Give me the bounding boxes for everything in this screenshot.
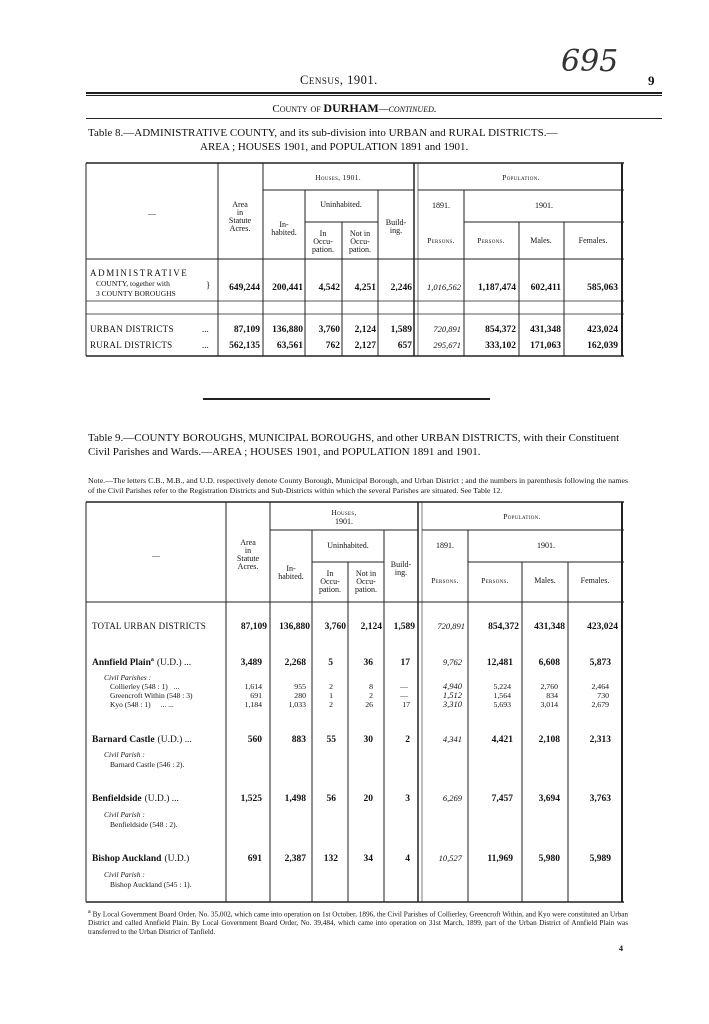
t8-urban-dots: ... [202,324,209,334]
t9-notocc-header-1: Not in [355,569,377,578]
t9-benfieldside-building: 3 [405,794,410,804]
t9-total-inhabited: 136,880 [279,622,310,632]
t9-area-header-4: Acres. [237,562,259,571]
t9-benfieldside-females: 3,763 [589,794,611,804]
t8-urban-inocc: 3,760 [318,325,340,335]
t8-males-header: Males. [530,236,552,245]
t9-bishop-parish-line: Bishop Auckland (545 : 1). [110,880,192,889]
t8-rural-notocc: 2,127 [354,341,376,351]
t9-annfield-p1891: 9,762 [442,657,462,667]
t8-urban-notocc: 2,124 [354,325,376,335]
t8-urban-males: 431,348 [530,325,561,335]
t8-houses-header: Houses, 1901. [315,173,361,182]
handwritten-page-number: 695 [561,44,619,79]
t9-kyo-males: 3,014 [540,700,558,709]
t9-females-header: Females. [580,576,610,585]
t9-benfieldside-area: 1,525 [240,794,262,804]
t8-area-header-3: Statute [228,216,252,225]
table9-title: Table 9.—COUNTY BOROUGHS, MUNICIPAL BOROUGHS, and other URBAN DISTRICTS, with their Constituent Civil Parishes and Wards.—AREA ; HOUSES 1901, and POPULATION 1891 and 1901. [88,432,620,458]
t9-collierley-name: Collierley (548 : 1) ... [110,682,180,691]
t9-barnard-inhabited: 883 [291,735,306,745]
t9-greencroft-females: 730 [597,691,609,700]
t9-annfield-notocc: 36 [363,658,373,668]
t8-inocc-header-3: pation. [312,245,334,254]
t9-inocc-header-3: pation. [319,585,341,594]
t9-annfield-p1901: 12,481 [486,658,513,668]
corner-mark: 4 [619,944,623,953]
t9-collierley-inhabited: 955 [294,682,306,691]
t8-building-header-2: ing. [389,226,403,235]
t9-annfield-inocc: 5 [328,658,333,668]
t9-barnard-males: 2,108 [538,735,560,745]
t9-greencroft-notocc: 2 [369,691,373,700]
t9-bishop-females: 5,989 [589,854,611,864]
t9-annfield-inhabited: 2,268 [284,658,306,668]
t9-inhabited-header-1: In- [286,564,296,573]
t9-persons1891-header: Persons. [431,576,459,585]
t8-urban-building: 1,589 [390,325,412,335]
t8-urban-inhabited: 136,880 [272,325,303,335]
t9-inocc-header-2: Occu- [320,577,340,586]
t9-total-notocc: 2,124 [360,622,382,632]
t8-rural-building: 657 [397,341,412,351]
t9-area-header-3: Statute [236,554,260,563]
t9-kyo-females: 2,679 [591,700,609,709]
t9-blank-header: — [152,551,160,560]
t9-total-area: 87,109 [240,622,267,632]
t9-total-label: TOTAL URBAN DISTRICTS [92,621,206,631]
t9-barnard-name: Barnard Castle (U.D.) ... [92,735,192,745]
t9-benfieldside-inhabited: 1,498 [284,794,306,804]
t9-bishop-males: 5,980 [538,854,560,864]
t9-population-header: Population. [503,512,541,521]
t9-barnard-area: 560 [247,735,262,745]
t8-rural-females: 162,039 [587,341,618,351]
t9-1901-header: 1901. [537,541,555,550]
t9-benfieldside-parish-heading: Civil Parish : [104,810,145,819]
t8-admin-label-3: 3 COUNTY BOROUGHS [96,289,176,298]
t9-benfieldside-name: Benfieldside (U.D.) ... [92,794,179,804]
t8-inhabited-header-2: habited. [271,228,297,237]
t9-greencroft-inocc: 1 [329,691,333,700]
t9-collierley-area: 1,614 [244,682,262,691]
t9-total-inocc: 3,760 [324,622,346,632]
t9-kyo-inhabited: 1,033 [288,700,306,709]
t9-annfield-males: 6,608 [538,658,560,668]
t9-collierley-inocc: 2 [329,682,333,691]
t8-area-header-1: Area [232,200,248,209]
t9-total-p1901: 854,372 [488,622,519,632]
t8-population-header: Population. [502,173,540,182]
t8-admin-area: 649,244 [229,283,260,293]
t8-persons1901-header: Persons. [477,236,505,245]
t9-annfield-parish-heading: Civil Parishes : [104,673,152,682]
county-suffix: —continued. [378,103,437,115]
t9-houses-header-2: 1901. [335,517,353,526]
t9-collierley-building: — [400,682,408,691]
t9-total-females: 423,024 [587,622,618,632]
t9-greencroft-p1901: 1,564 [493,691,511,700]
t9-barnard-building: 2 [405,735,410,745]
t8-1891-header: 1891. [432,201,450,210]
t9-houses-header-1: Houses, [331,508,357,517]
t9-barnard-p1901: 4,421 [491,735,513,745]
t9-kyo-inocc: 2 [329,700,333,709]
t8-notocc-header-2: Occu- [350,237,370,246]
t9-bishop-inocc: 132 [323,854,338,864]
footnote [88,908,628,937]
t8-urban-p1901: 854,372 [485,325,516,335]
t8-admin-p1891: 1,016,562 [427,282,461,292]
t9-greencroft-building: — [400,691,408,700]
t9-bishop-p1901: 11,969 [487,854,513,864]
t9-barnard-inocc: 55 [326,735,336,745]
t9-collierley-females: 2,464 [591,682,609,691]
t8-inocc-header-2: Occu- [313,237,333,246]
t9-kyo-p1891: 3,310 [442,699,462,709]
t9-collierley-p1901: 5,224 [493,682,511,691]
t8-rural-label: RURAL DISTRICTS [90,340,173,350]
t9-bishop-area: 691 [247,854,262,864]
t8-urban-label: URBAN DISTRICTS [90,324,174,334]
t8-area-header-4: Acres. [229,224,251,233]
t9-males-header: Males. [534,576,556,585]
t9-greencroft-area: 691 [250,691,262,700]
t9-kyo-area: 1,184 [244,700,262,709]
t9-collierley-notocc: 8 [369,682,373,691]
t9-kyo-building: 17 [402,700,410,709]
t9-barnard-notocc: 30 [363,735,373,745]
t9-kyo-p1901: 5,693 [493,700,511,709]
t8-persons1891-header: Persons. [427,236,455,245]
page-number: 9 [648,73,655,88]
t8-admin-label-1: ADMINISTRATIVE [90,268,189,278]
t8-rural-males: 171,063 [530,341,561,351]
t8-rural-p1901: 333,102 [485,341,516,351]
county-prefix: County of [272,103,321,115]
t9-benfieldside-p1901: 7,457 [491,794,513,804]
t9-uninhabited-header: Uninhabited. [327,541,369,550]
t8-admin-brace: } [206,280,211,290]
t8-blank-header: — [148,209,156,218]
t9-benfieldside-males: 3,694 [538,794,560,804]
t9-barnard-parish-line: Barnard Castle (546 : 2). [110,760,185,769]
t9-notocc-header-3: pation. [355,585,377,594]
t9-1891-header: 1891. [436,541,454,550]
t9-barnard-females: 2,313 [589,735,611,745]
t9-collierley-p1891: 4,940 [442,681,462,691]
t8-uninhabited-header: Uninhabited. [320,200,362,209]
t9-inhabited-header-2: habited. [278,572,304,581]
t8-inocc-header-1: In [319,229,327,238]
t9-barnard-p1891: 4,341 [442,734,462,744]
table9-note: Note.—The letters C.B., M.B., and U.D. respectively denote County Borough, Municipal Borough, and Urban District ; and the numbers in parenthesis following the names of the Civil Parishes refer to the Registration Districts and Sub-Districts within which the several Parishes are situated. See Table 12. [88,476,628,495]
t9-building-header-1: Build- [390,560,412,569]
footnote-text: By Local Government Board Order, No. 35,002, which came into operation on 1st October, 1896, the Civil Parishes of Collierley, Greencroft Within, and Kyo were constituted an Urban District and called Annfield Plain. By Local Government Board Order, No. 39,484, which came into operation on 31st March, 1899, part of the Urban District of Annfield Plain was transferred to the Urban District of Tanfield. [88,910,629,937]
t9-benfieldside-notocc: 20 [363,794,373,804]
t8-admin-males: 602,411 [530,283,561,293]
t9-total-males: 431,348 [534,622,565,632]
t8-notocc-header-3: pation. [349,245,371,254]
t8-admin-females: 585,063 [587,283,618,293]
t8-rural-inocc: 762 [325,341,340,351]
t9-building-header-2: ing. [394,568,408,577]
footnote-marker: a [88,909,91,915]
t8-urban-area: 87,109 [233,325,260,335]
t8-females-header: Females. [578,236,608,245]
t8-notocc-header-1: Not in [349,229,371,238]
t8-admin-building: 2,246 [390,283,412,293]
t9-inocc-header-1: In [326,569,334,578]
t9-kyo-notocc: 26 [365,700,373,709]
t9-persons1901-header: Persons. [481,576,509,585]
t9-bishop-name: Bishop Auckland (U.D.) [92,854,190,864]
t9-greencroft-p1891: 1,512 [442,690,462,700]
t9-kyo-name: Kyo (548 : 1) ... ... [110,700,174,709]
t9-total-p1891: 720,891 [437,621,465,631]
table8-title-line1: Table 8.—ADMINISTRATIVE COUNTY, and its sub-division into URBAN and RURAL DISTRICTS.— [88,127,558,139]
t9-annfield-name: Annfield Plain$^a$ (U.D.) ... [92,657,192,668]
t9-total-building: 1,589 [393,622,415,632]
t9-collierley-males: 2,760 [540,682,558,691]
t9-greencroft-name: Greencroft Within (548 : 3) [110,691,193,700]
t8-admin-inhabited: 200,441 [272,283,303,293]
t8-admin-label-2: COUNTY, together with [96,279,170,288]
t9-benfieldside-p1891: 6,269 [442,793,462,803]
t8-inhabited-header-1: In- [279,220,289,229]
t9-greencroft-inhabited: 280 [294,691,306,700]
t9-benfieldside-parish-line: Benfieldside (548 : 2). [110,820,178,829]
t9-barnard-parish-heading: Civil Parish : [104,750,145,759]
t9-greencroft-males: 834 [546,691,558,700]
t8-admin-p1901: 1,187,474 [478,283,516,293]
t8-rural-p1891: 295,671 [433,340,461,350]
t9-bishop-notocc: 34 [363,854,373,864]
t9-annfield-building: 17 [400,658,410,668]
t8-1901-header: 1901. [535,201,553,210]
t8-admin-notocc: 4,251 [354,283,376,293]
t9-bishop-parish-heading: Civil Parish : [104,870,145,879]
running-title: Census, 1901. [300,73,378,87]
t8-admin-inocc: 4,542 [318,283,340,293]
t8-rural-inhabited: 63,561 [276,341,303,351]
t9-bishop-inhabited: 2,387 [284,854,306,864]
t9-bishop-building: 4 [405,854,410,864]
t9-notocc-header-2: Occu- [356,577,376,586]
t8-rural-area: 562,135 [229,341,260,351]
t9-annfield-area: 3,489 [240,658,262,668]
t9-bishop-p1891: 10,527 [438,853,462,863]
t9-benfieldside-inocc: 56 [326,794,336,804]
table8-title-line2: AREA ; HOUSES 1901, and POPULATION 1891 and 1901. [200,141,469,153]
t8-rural-dots: ... [202,340,209,350]
county-name: DURHAM [323,101,379,115]
t9-area-header-1: Area [240,538,256,547]
t8-building-header-1: Build- [385,218,407,227]
t8-urban-p1891: 720,891 [433,324,461,334]
t9-annfield-females: 5,873 [589,658,611,668]
t9-area-header-2: in [244,546,252,555]
t8-area-header-2: in [236,208,244,217]
t8-urban-females: 423,024 [587,325,618,335]
